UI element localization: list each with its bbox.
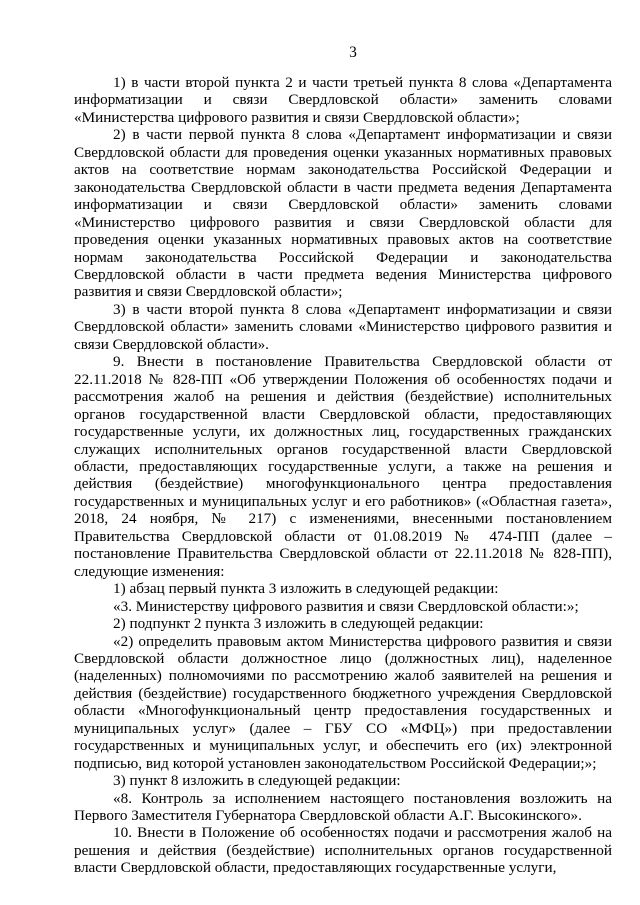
paragraph-3: 3) в части второй пункта 8 слова «Департамент информатизации и связи Свердловской области» заменить словами «Министерство цифрового развития и связи Свердловской области». <box>74 300 612 353</box>
paragraph-2: 2) в части первой пункта 8 слова «Департамент информатизации и связи Свердловской области для проведения оценки указанных нормативных правовых актов на соответствие нормам законодательства Российской Федерации и законодательства Свердловской области в части предмета ведения Департамента информатизации и связи Свердловской области» заменить словами «Министерство цифрового развития и связи Свердловской области для проведения оценки указанных нормативных правовых актов на соответствие нормам законодательства Российской Федерации и законодательства Свердловской области в части предмета ведения Министерства цифрового развития и связи Свердловской области»; <box>74 126 612 301</box>
paragraph-7: 2) подпункт 2 пункта 3 изложить в следующей редакции: <box>113 615 484 633</box>
paragraph-9: 3) пункт 8 изложить в следующей редакции: <box>113 772 401 790</box>
paragraph-10: «8. Контроль за исполнением настоящего постановления возложить на Первого Заместителя Губернатора Свердловской области А.Г. Высокинского». <box>74 789 612 825</box>
page-number: 3 <box>349 44 357 61</box>
paragraph-8: «2) определить правовым актом Министерства цифрового развития и связи Свердловской области должностное лицо (должностных лиц), наделенное (наделенных) полномочиями по рассмотрению жалоб заявителей на решения и действия (бездействие) государственного бюджетного учреждения Свердловской области «Многофункциональный центр предоставления государственных и муниципальных услуг» (далее – ГБУ СО «МФЦ») при предоставлении государственных и муниципальных услуг, и обеспечить его (их) электронной подписью, вид которой установлен законодательством Российской Федерации;»; <box>74 632 612 772</box>
document-body <box>74 74 612 877</box>
paragraph-11: 10. Внести в Положение об особенностях подачи и рассмотрения жалоб на решения и действия (бездействие) исполнительных органов государственной власти Свердловской области, предоставляющих государственные услуги, <box>74 824 612 877</box>
paragraph-5: 1) абзац первый пункта 3 изложить в следующей редакции: <box>113 580 499 598</box>
paragraph-6: «3. Министерству цифрового развития и связи Свердловской области:»; <box>113 597 579 615</box>
paragraph-4: 9. Внести в постановление Правительства Свердловской области от 22.11.2018 № 828-ПП «Об утверждении Положения об особенностях подачи и рассмотрения жалоб на решения и действия (бездействие) исполнительных органов государственной власти Свердловской области, предоставляющих государственные услуги, их должностных лиц, государственных гражданских служащих исполнительных органов государственной власти Свердловской области, предоставляющих государственные услуги, а также на решения и действия (бездействие) многофункционального центра предоставления государственных и муниципальных услуг и его работников» («Областная газета», 2018, 24 ноября, № 217) с изменениями, внесенными постановлением Правительства Свердловской области от 01.08.2019 № 474-ПП (далее – постановление Правительства Свердловской области от 22.11.2018 № 828-ПП), следующие изменения: <box>74 353 612 580</box>
paragraph-1: 1) в части второй пункта 2 и части третьей пункта 8 слова «Департамента информатизации и связи Свердловской области» заменить словами «Министерства цифрового развития и связи Свердловской области»; <box>74 74 612 126</box>
